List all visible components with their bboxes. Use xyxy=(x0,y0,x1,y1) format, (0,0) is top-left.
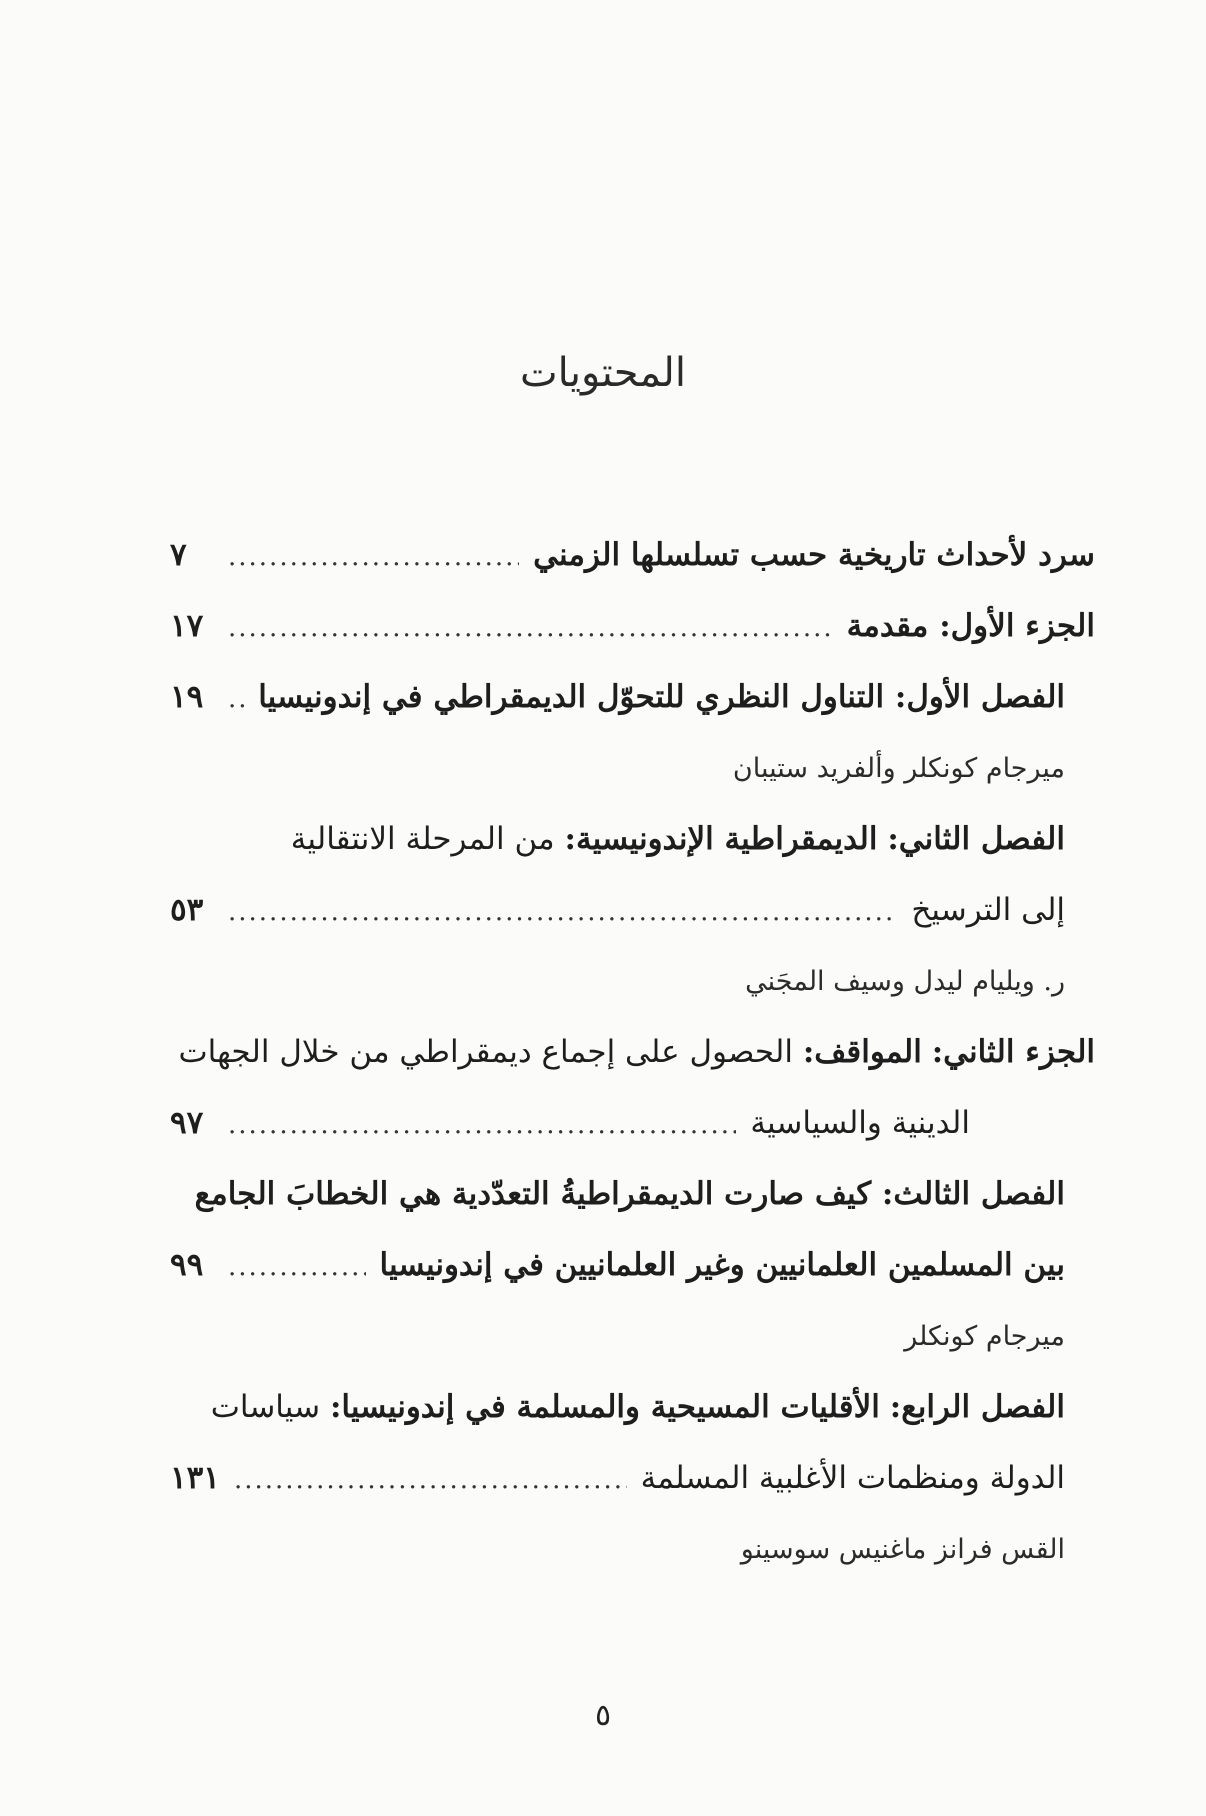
toc-entry-chapter-three xyxy=(170,1159,1095,1230)
dot-leader xyxy=(228,664,244,735)
dot-leader xyxy=(234,1445,627,1516)
toc-entry-chapter-four-continued xyxy=(170,1443,1095,1514)
toc-entry-text: سرد لأحداث تاريخية حسب تسلسلها الزمني xyxy=(533,537,1095,573)
toc-entry-chapter-two-continued xyxy=(170,875,1095,946)
toc-entry-text: الدولة ومنظمات الأغلبية المسلمة xyxy=(640,1460,1065,1496)
page-title: المحتويات xyxy=(520,350,686,396)
toc-author-chapter-three xyxy=(170,1301,1095,1372)
toc-entry-chapter-two xyxy=(170,804,1095,875)
toc-entry-title-continued: من المرحلة الانتقالية xyxy=(290,821,555,857)
toc-entry-label: الجزء الأول: xyxy=(939,608,1095,644)
toc-entry-label: الفصل الأول: xyxy=(894,679,1065,715)
toc-entry-text: بين المسلمين العلمانيين وغير العلمانيين في إندونيسيا xyxy=(379,1247,1065,1283)
toc-author: ر. ويليام ليدل وسيف المجَني xyxy=(745,966,1065,997)
dot-leader xyxy=(228,593,833,664)
toc-entry-title-continued: الحصول على إجماع ديمقراطي من خلال الجهات xyxy=(178,1034,793,1070)
toc-entry-title: مقدمة xyxy=(846,608,929,644)
toc-entry-title: الأقليات المسيحية والمسلمة في إندونيسيا: xyxy=(329,1389,880,1425)
toc-entry-label: الفصل الثالث: xyxy=(881,1176,1065,1212)
toc-entry-title: المواقف: xyxy=(802,1034,922,1070)
dot-leader xyxy=(228,522,519,593)
toc-entry-title-continued: سياسات xyxy=(210,1389,321,1425)
toc-entry-text xyxy=(291,804,1065,875)
toc-entry-text xyxy=(258,662,1065,733)
toc-entry-title: التناول النظري للتحوّل الديمقراطي في إندونيسيا xyxy=(258,679,885,715)
dot-leader xyxy=(228,1090,736,1161)
toc-author-chapter-two xyxy=(170,946,1095,1017)
toc-entry-text: إلى الترسيخ xyxy=(911,892,1065,928)
toc-author-chapter-four xyxy=(170,1514,1095,1585)
toc-author-chapter-one xyxy=(170,733,1095,804)
toc-entry-title: الديمقراطية الإندونيسية: xyxy=(564,821,878,857)
toc-entry-part-two-continued xyxy=(170,1088,1095,1159)
toc-entry-chapter-three-continued xyxy=(170,1230,1095,1301)
toc-page-number: ٧ xyxy=(170,537,187,573)
toc-entry-part-one xyxy=(170,591,1095,662)
table-of-contents xyxy=(170,520,1095,1585)
toc-page-number: ١٣١ xyxy=(170,1460,220,1496)
toc-entry-text xyxy=(195,1159,1065,1230)
page-number: ٥ xyxy=(594,1698,612,1733)
toc-entry-text xyxy=(847,591,1095,662)
toc-page-number: ١٩ xyxy=(170,679,204,715)
toc-entry-text xyxy=(179,1017,1096,1088)
toc-entry-chronology xyxy=(170,520,1095,591)
toc-entry-text xyxy=(211,1372,1065,1443)
dot-leader xyxy=(228,877,897,948)
toc-entry-chapter-four xyxy=(170,1372,1095,1443)
toc-author: القس فرانز ماغنيس سوسينو xyxy=(740,1534,1065,1565)
toc-page-number: ٥٣ xyxy=(170,892,204,928)
toc-page-number: ٩٧ xyxy=(170,1105,204,1141)
toc-author: ميرجام كونكلر xyxy=(904,1321,1065,1352)
toc-author: ميرجام كونكلر وألفريد ستيبان xyxy=(732,753,1065,784)
toc-entry-text: الدينية والسياسية xyxy=(750,1105,970,1141)
toc-entry-chapter-one xyxy=(170,662,1095,733)
toc-entry-part-two xyxy=(170,1017,1095,1088)
toc-page-number: ٩٩ xyxy=(170,1247,204,1283)
toc-entry-label: الجزء الثاني: xyxy=(931,1034,1095,1070)
toc-entry-title: كيف صارت الديمقراطيةُ التعدّدية هي الخطابَ الجامع xyxy=(194,1176,872,1212)
dot-leader xyxy=(228,1232,366,1303)
toc-entry-label: الفصل الثاني: xyxy=(887,821,1065,857)
toc-page-number: ١٧ xyxy=(170,608,204,644)
toc-entry-label: الفصل الرابع: xyxy=(889,1389,1065,1425)
